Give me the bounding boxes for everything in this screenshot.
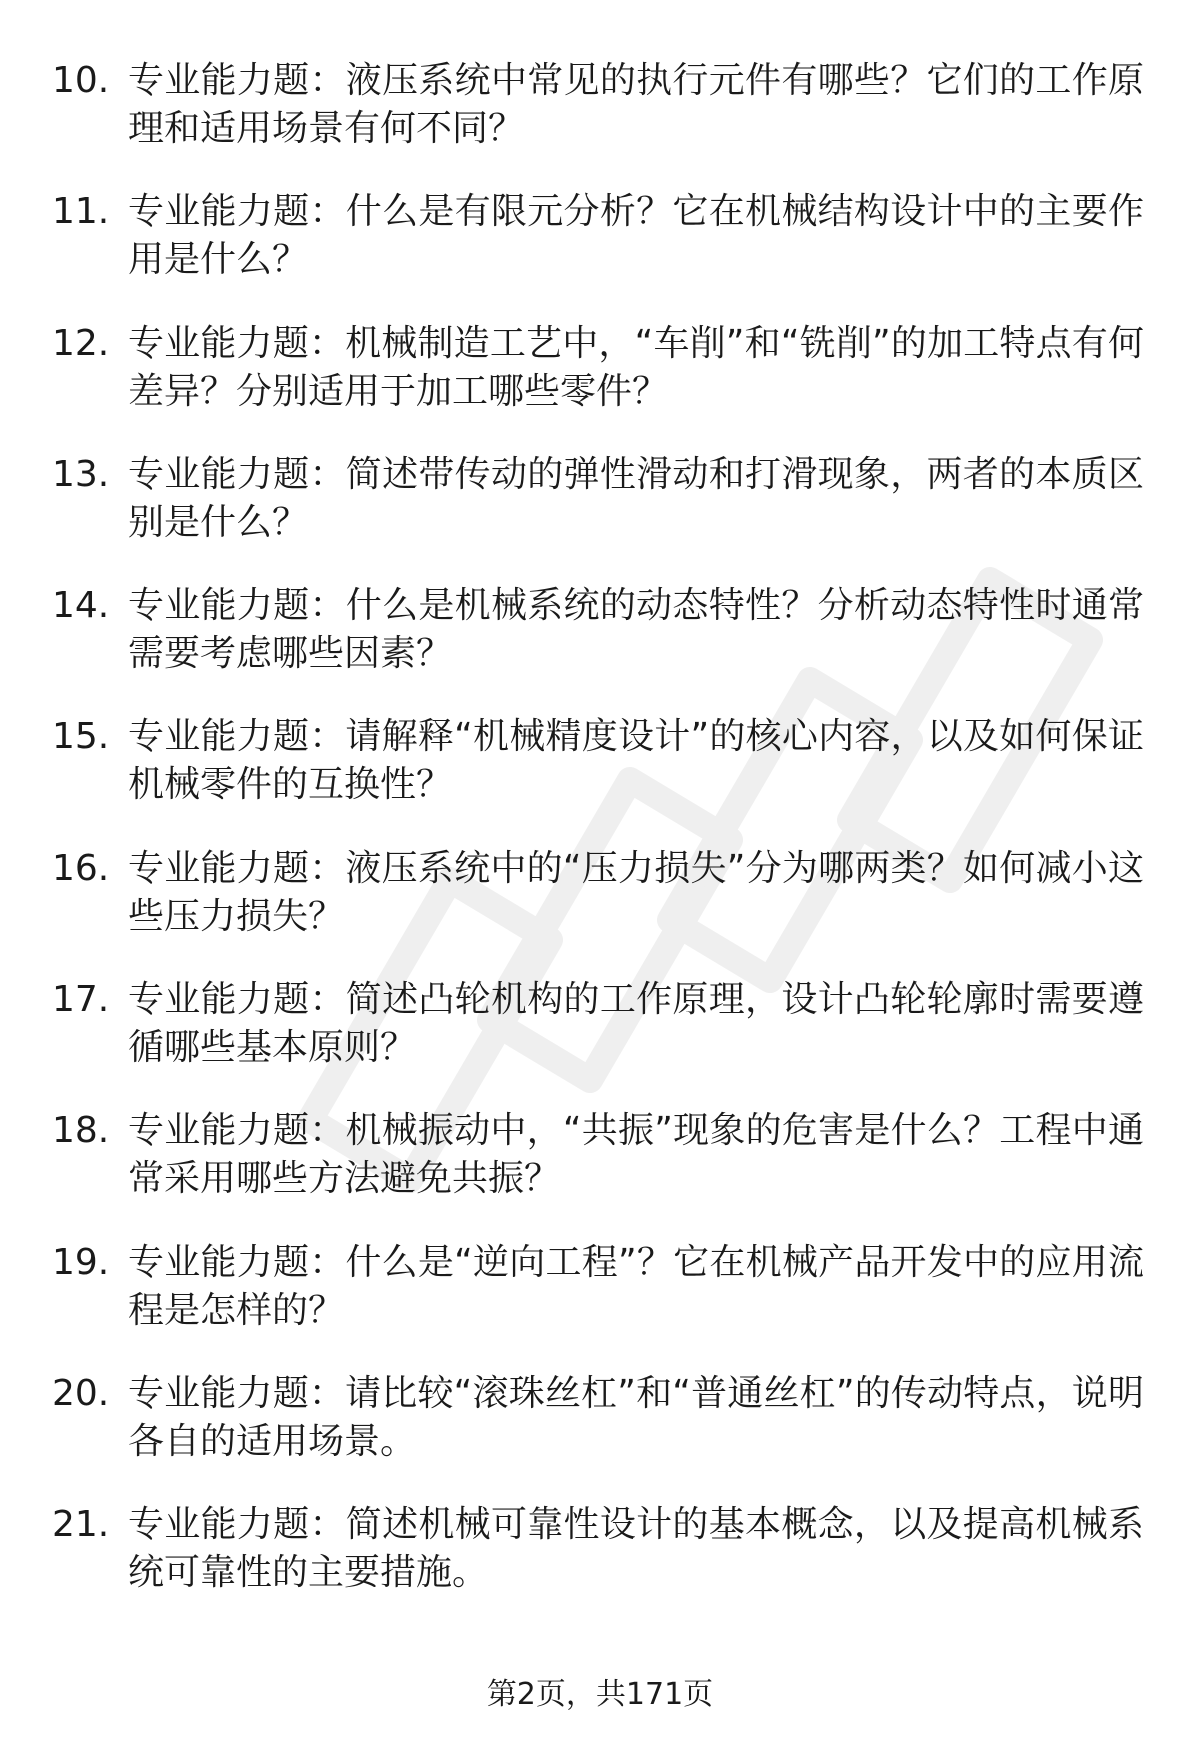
list-item: [52, 713, 1152, 844]
question-list: [52, 57, 1152, 1633]
question-text: 专业能力题：机械振动中，“共振”现象的危害是什么？工程中通常采用哪些方法避免共振？: [128, 1110, 1144, 1200]
list-item: [52, 845, 1152, 976]
list-item: [52, 582, 1152, 713]
question-number: 19.: [52, 1241, 110, 1283]
question-number: 16.: [52, 847, 110, 889]
list-item: [52, 320, 1152, 451]
question-text: 专业能力题：液压系统中的“压力损失”分为哪两类？如何减小这些压力损失？: [128, 847, 1144, 937]
question-text: 专业能力题：什么是有限元分析？它在机械结构设计中的主要作用是什么？: [128, 191, 1144, 281]
list-item: [52, 451, 1152, 582]
question-number: 11.: [52, 191, 110, 233]
question-text: 专业能力题：液压系统中常见的执行元件有哪些？它们的工作原理和适用场景有何不同？: [128, 60, 1144, 149]
question-number: 14.: [52, 585, 110, 627]
list-item: [52, 57, 1152, 188]
question-text: 专业能力题：请比较“滚珠丝杠”和“普通丝杠”的传动特点，说明各自的适用场景。: [128, 1372, 1144, 1462]
question-number: 17.: [52, 979, 110, 1021]
question-text: 专业能力题：简述带传动的弹性滑动和打滑现象，两者的本质区别是什么？: [128, 453, 1144, 543]
list-item: [52, 188, 1152, 319]
question-text: 专业能力题：机械制造工艺中，“车削”和“铣削”的加工特点有何差异？分别适用于加工哪些零件？: [128, 322, 1144, 412]
question-text: 专业能力题：简述凸轮机构的工作原理，设计凸轮轮廓时需要遵循哪些基本原则？: [128, 979, 1144, 1069]
list-item: [52, 1370, 1152, 1501]
question-number: 10.: [52, 60, 110, 101]
list-item: [52, 1239, 1152, 1370]
question-text: 专业能力题：什么是机械系统的动态特性？分析动态特性时通常需要考虑哪些因素？: [128, 585, 1144, 675]
question-number: 18.: [52, 1110, 110, 1152]
question-text: 专业能力题：什么是“逆向工程”？它在机械产品开发中的应用流程是怎样的？: [128, 1241, 1144, 1331]
question-number: 13.: [52, 453, 110, 495]
list-item: [52, 1107, 1152, 1238]
question-number: 12.: [52, 322, 110, 364]
question-number: 21.: [52, 1504, 110, 1546]
list-item: [52, 976, 1152, 1107]
question-text: 专业能力题：简述机械可靠性设计的基本概念，以及提高机械系统可靠性的主要措施。: [128, 1504, 1144, 1594]
page-number: 第2页，共171页: [486, 1677, 714, 1712]
question-number: 20.: [52, 1372, 110, 1414]
question-number: 15.: [52, 716, 110, 758]
list-item: [52, 1501, 1152, 1632]
question-text: 专业能力题：请解释“机械精度设计”的核心内容，以及如何保证机械零件的互换性？: [128, 716, 1144, 806]
